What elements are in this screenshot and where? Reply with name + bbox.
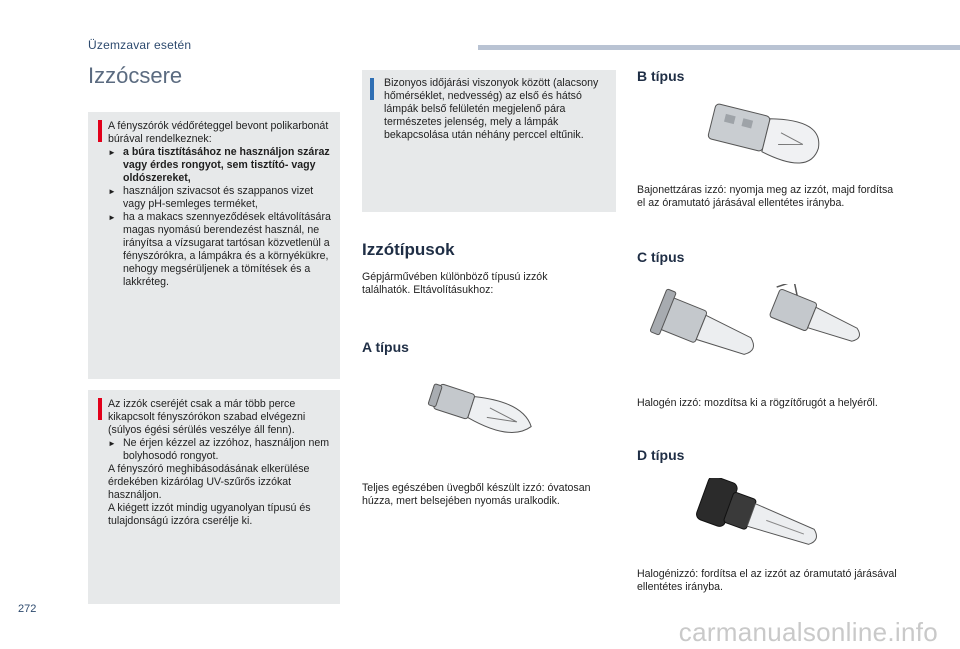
type-b-title: B típus xyxy=(637,68,685,84)
type-d-title: D típus xyxy=(637,447,685,463)
chapter-title: Üzemzavar esetén xyxy=(88,38,192,52)
warning2-intro: Az izzók cseréjét csak a már több perce kikapcsolt fényszórókon szabad elvégezni (súlyos égési sérülés veszélye áll fenn). xyxy=(108,398,306,436)
type-d-bulb-image xyxy=(690,478,840,564)
info-icon xyxy=(370,78,374,100)
type-b-caption: Bajonettzáras izzó: nyomja meg az izzót, majd fordítsa el az óramutató járásával ellentétes irányba. xyxy=(637,184,894,209)
type-c-caption: Halogén izzó: mozdítsa ki a rögzítőrugót a helyéről. xyxy=(637,397,878,409)
warning-bullet-2: ► használjon szivacsot és szappanos vizet vagy pH-semleges terméket, xyxy=(108,185,334,211)
section-title-bulb-types: Izzótípusok xyxy=(362,240,455,259)
warning-icon xyxy=(98,120,102,142)
warning-box-replacement xyxy=(88,390,340,604)
page-title: Izzócsere xyxy=(88,63,183,88)
warning-bullet-3: ► ha a makacs szennyeződések eltávolítására magas nyomású berendezést használ, ne irányítsa a vízsugarat tartósan közvetlenül a fényszórókra, a lámpákra és a környékükre, nehogy megsérüljenek a tömítések és a lakkréteg. xyxy=(108,211,334,289)
watermark: carmanualsonline.info xyxy=(678,617,938,647)
type-c-title: C típus xyxy=(637,249,685,265)
info-text: Bizonyos időjárási viszonyok között (alacsony hőmérséklet, nedvesség) az első és hátsó lámpák belső felületén megjelenő pára természetes jelenség, mely a lámpák bekapcsolása után néhány perccel eltűnik. xyxy=(384,77,599,141)
type-c-bulb-image xyxy=(650,284,880,380)
page-number: 272 xyxy=(18,603,37,615)
type-a-bulb-image xyxy=(418,380,548,446)
warning-intro: A fényszórók védőréteggel bevont polikarbonát búrával rendelkeznek: xyxy=(108,120,329,145)
section-intro: Gépjárművében különböző típusú izzók találhatók. Eltávolításukhoz: xyxy=(362,271,548,296)
type-a-title: A típus xyxy=(362,339,409,355)
type-b-bulb-image xyxy=(700,102,830,168)
warning2-bullet-1: ► Ne érjen kézzel az izzóhoz, használjon nem bolyhosodó rongyot. xyxy=(108,437,336,463)
header-bar xyxy=(478,45,960,50)
warning-bullet-1: ► a búra tisztításához ne használjon száraz vagy érdes rongyot, sem tisztító- vagy oldószereket, xyxy=(108,146,334,185)
warning2-paragraph-2: A fényszóró meghibásodásának elkerülése érdekében kizárólag UV-szűrős izzókat használjon. xyxy=(108,463,310,501)
type-a-caption: Teljes egészében üvegből készült izzó: óvatosan húzza, mert belsejében nyomás uralkodik. xyxy=(362,482,591,507)
type-d-caption: Halogénizzó: fordítsa el az izzót az óramutató járásával ellentétes irányba. xyxy=(637,568,897,593)
warning-icon xyxy=(98,398,102,420)
info-box-condensation xyxy=(362,70,616,212)
warning2-paragraph-3: A kiégett izzót mindig ugyanolyan típusú és tulajdonságú izzóra cserélje ki. xyxy=(108,502,311,527)
warning-box-cleaning xyxy=(88,112,340,379)
